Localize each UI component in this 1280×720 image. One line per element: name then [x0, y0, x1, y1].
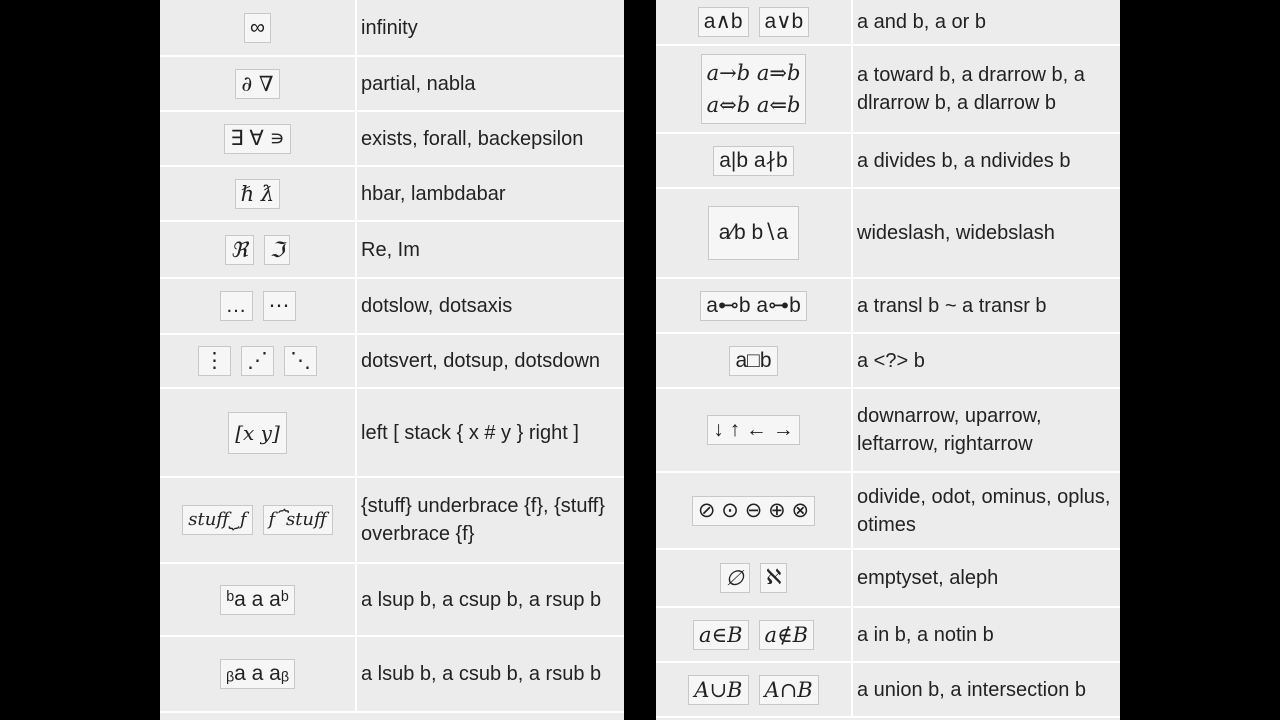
row-description: Re, Im: [361, 238, 420, 261]
table-row: [656, 334, 1120, 389]
or-symbol: a∨b: [759, 7, 810, 37]
arrows-symbol: ↓ ↑ ← →: [707, 415, 800, 445]
row-description: a in b, a notin b: [857, 623, 994, 646]
table-row: [160, 478, 624, 564]
table-row: [656, 189, 1120, 279]
sup-symbol: ᵇa a aᵇ: [220, 585, 295, 615]
right-table: [656, 0, 1120, 720]
table-row: [160, 112, 624, 167]
table-row: [160, 167, 624, 222]
row-description: wideslash, widebslash: [857, 222, 1055, 244]
union-symbol: A∪B: [688, 675, 748, 705]
in-symbol: a∈B: [693, 620, 749, 650]
row-description: hbar, lambdabar: [361, 182, 506, 205]
intersection-symbol: A∩B: [759, 675, 819, 705]
transl-transr-symbol: a⊷b a⊶b: [700, 291, 807, 321]
row-description: a transl b ~ a transr b: [857, 294, 1047, 317]
arrow-relations-line-2: a⇔b a⇐b: [706, 93, 801, 117]
im-symbol: ℑ: [264, 235, 291, 265]
table-row: [656, 608, 1120, 663]
dotslow-symbol: …: [220, 291, 253, 321]
table-row: [656, 389, 1120, 473]
row-description: dotsvert, dotsup, dotsdown: [361, 350, 601, 372]
row-description: a toward b, a drarrow b, a dlrarrow b, a dlarrow b: [857, 64, 1085, 114]
table-row: [160, 57, 624, 112]
and-symbol: a∧b: [698, 7, 749, 37]
left-table: [160, 0, 624, 720]
row-description: exists, forall, backepsilon: [361, 127, 584, 150]
row-description: a lsub b, a csub b, a rsub b: [361, 663, 602, 685]
table-row: [656, 0, 1120, 46]
arrow-relations-symbol: [701, 54, 807, 124]
table-row: [160, 279, 624, 335]
row-description: partial, nabla: [361, 72, 476, 95]
table-row: [160, 222, 624, 279]
table-row: [160, 0, 624, 57]
dotsvert-symbol: ⋮: [198, 346, 231, 376]
divides-symbol: a|b a∤b: [713, 146, 794, 176]
table-row: [656, 550, 1120, 608]
table-row: [160, 637, 624, 713]
exists-forall-symbol: ∃ ∀ ∍: [224, 124, 290, 154]
dotsup-symbol: ⋰: [241, 346, 274, 376]
table-row: [656, 473, 1120, 550]
row-description: downarrow, uparrow, leftarrow, rightarrow: [857, 405, 1042, 455]
infinity-symbol: ∞: [244, 13, 271, 43]
table-row: [160, 389, 624, 478]
placeholder-symbol: a□b: [729, 346, 777, 376]
dotsaxis-symbol: ⋯: [263, 291, 296, 321]
table-row: [656, 279, 1120, 334]
underbrace-symbol: stuff⏟f: [182, 505, 252, 535]
row-description: left [ stack { x # y } right ]: [361, 421, 579, 444]
circled-operators-symbol: ⊘ ⊙ ⊖ ⊕ ⊗: [692, 496, 815, 526]
row-description: a divides b, a ndivides b: [857, 149, 1071, 172]
row-description: odivide, odot, ominus, oplus, otimes: [857, 485, 1111, 536]
re-symbol: ℜ: [225, 235, 254, 265]
arrow-relations-line-1: a→b a⇒b: [706, 61, 801, 85]
table-row: [656, 134, 1120, 189]
dotsdown-symbol: ⋱: [284, 346, 317, 376]
matrix-symbol: [x y]: [228, 412, 287, 454]
emptyset-symbol: ∅: [720, 563, 750, 593]
row-description: infinity: [361, 16, 418, 39]
sub-symbol: ᵦa a aᵦ: [220, 659, 295, 689]
table-row: [656, 46, 1120, 134]
aleph-symbol: ℵ: [760, 563, 788, 593]
table-row: [656, 663, 1120, 718]
table-row: [160, 335, 624, 389]
hbar-lambdabar-symbol: ℏ ƛ: [235, 179, 281, 209]
row-description: a and b, a or b: [857, 11, 986, 33]
overbrace-symbol: f⏞stuff: [263, 505, 333, 535]
row-description: {stuff} underbrace {f}, {stuff} overbrace {f}: [361, 495, 605, 545]
partial-nabla-symbol: ∂ ∇: [235, 69, 279, 99]
row-description: emptyset, aleph: [857, 567, 999, 589]
row-description: dotslow, dotsaxis: [361, 295, 513, 317]
notin-symbol: a∉B: [759, 620, 815, 650]
row-description: a union b, a intersection b: [857, 678, 1087, 701]
row-description: a lsup b, a csup b, a rsup b: [361, 588, 602, 611]
row-description: a <?> b: [857, 349, 925, 372]
table-row: [160, 564, 624, 637]
wideslash-symbol: a⁄b b∖a: [708, 206, 799, 260]
